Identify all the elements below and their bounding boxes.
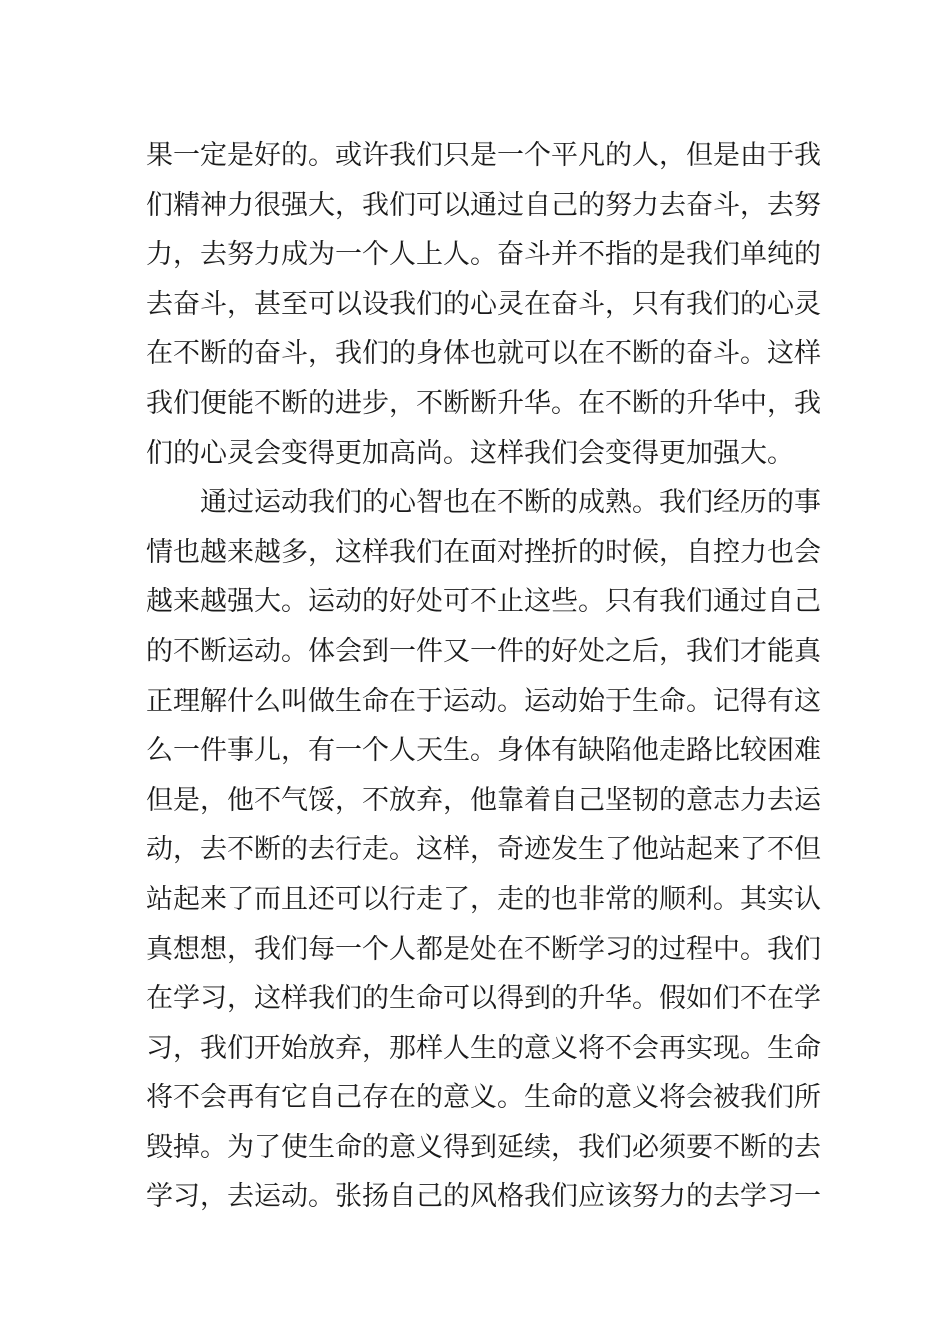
text-line: 在不断的奋斗，我们的身体也就可以在不断的奋斗。这样 bbox=[146, 338, 821, 370]
text-line: 情也越来越多，这样我们在面对挫折的时候，自控力也会 bbox=[146, 536, 821, 568]
text-line: 们的心灵会变得更加高尚。这样我们会变得更加强大。 bbox=[146, 437, 794, 469]
text-line: 将不会再有它自己存在的意义。生命的意义将会被我们所 bbox=[146, 1082, 821, 1114]
text-line: 学习，去运动。张扬自己的风格我们应该努力的去学习一 bbox=[146, 1181, 821, 1213]
body-text bbox=[146, 131, 821, 1222]
text-line: 习，我们开始放弃，那样人生的意义将不会再实现。生命 bbox=[146, 1032, 821, 1064]
text-line: 力，去努力成为一个人上人。奋斗并不指的是我们单纯的 bbox=[146, 239, 821, 271]
text-line: 动，去不断的去行走。这样，奇迹发生了他站起来了不但 bbox=[146, 834, 821, 866]
text-line: 真想想，我们每一个人都是处在不断学习的过程中。我们 bbox=[146, 933, 821, 965]
paragraph bbox=[146, 478, 821, 1222]
text-line: 果一定是好的。或许我们只是一个平凡的人，但是由于我 bbox=[146, 140, 821, 171]
text-line: 么一件事儿，有一个人天生。身体有缺陷他走路比较困难 bbox=[146, 735, 821, 767]
text-line: 但是，他不气馁，不放弃，他靠着自己坚韧的意志力去运 bbox=[146, 784, 821, 816]
text-line: 我们便能不断的进步，不断断升华。在不断的升华中，我 bbox=[146, 387, 821, 419]
text-line: 正理解什么叫做生命在于运动。运动始于生命。记得有这 bbox=[146, 685, 821, 717]
text-line: 的不断运动。体会到一件又一件的好处之后，我们才能真 bbox=[146, 635, 821, 667]
paragraph bbox=[146, 131, 821, 478]
text-line: 越来越强大。运动的好处可不止这些。只有我们通过自己 bbox=[146, 586, 821, 618]
text-line: 站起来了而且还可以行走了，走的也非常的顺利。其实认 bbox=[146, 883, 821, 915]
text-line: 毁掉。为了使生命的意义得到延续，我们必须要不断的去 bbox=[146, 1131, 821, 1163]
text-line: 在学习，这样我们的生命可以得到的升华。假如们不在学 bbox=[146, 983, 821, 1015]
text-line: 们精神力很强大，我们可以通过自己的努力去奋斗，去努 bbox=[146, 189, 821, 221]
text-line: 去奋斗，甚至可以设我们的心灵在奋斗，只有我们的心灵 bbox=[146, 288, 821, 320]
text-line: 通过运动我们的心智也在不断的成熟。我们经历的事 bbox=[200, 487, 821, 519]
